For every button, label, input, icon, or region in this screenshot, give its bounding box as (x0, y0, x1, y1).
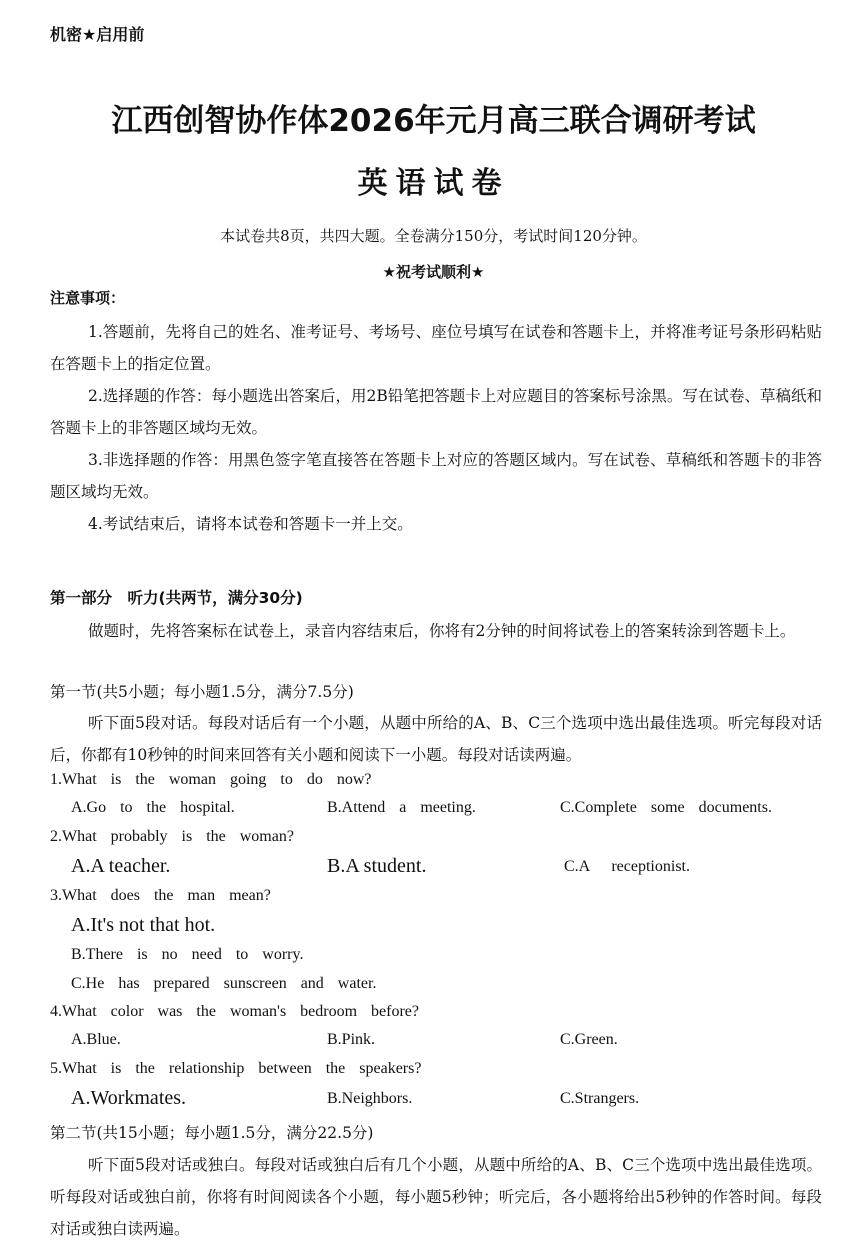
part1-intro: 做题时，先将答案标在试卷上，录音内容结束后，你将有2分钟的时间将试卷上的答案转涂到答题卡上。 (88, 622, 796, 640)
option-c: C.A receptionist. (564, 858, 690, 875)
notice-heading: 注意事项： (50, 289, 126, 307)
section1-intro: 听下面5段对话。每段对话后有一个小题，从题中所给的A、B、C三个选项中选出最佳选项。听完每段对话后，你都有10秒钟的时间来回答有关小题和阅读下一小题。每段对话读两遍。 (50, 714, 822, 764)
question-2: 2.What probably is the woman? (50, 828, 294, 845)
good-luck-line: ★祝考试顺利★ (382, 263, 485, 281)
option-a: A.Workmates. (71, 1087, 187, 1109)
section2-intro: 听下面5段对话或独白。每段对话或独白后有几个小题，从题中所给的A、B、C三个选项中选出最佳选项。听每段对话或独白前，你将有时间阅读各个小题，每小题5秒钟；听完后，各小题将给出5秒钟的作答时间。每段对话或独白读两遍。 (50, 1156, 822, 1238)
notice-item: 2.选择题的作答：每小题选出答案后，用2B铅笔把答题卡上对应题目的答案标号涂黑。写在试卷、草稿纸和答题卡上的非答题区域均无效。 (50, 387, 822, 437)
option-a: A.Go to the hospital. (71, 799, 235, 816)
option-b: B.There is no need to worry. (71, 946, 304, 963)
question-5: 5.What is the relationship between the speakers? (50, 1060, 422, 1077)
option-b: B.Neighbors. (327, 1090, 413, 1107)
subject-title: 英语试卷 (357, 166, 510, 201)
option-c: C.Green. (560, 1031, 618, 1048)
confidential-label: 机密★启用前 (50, 25, 145, 44)
option-c: C.Strangers. (560, 1090, 640, 1107)
option-b: B.Pink. (327, 1031, 376, 1048)
option-c: C.Complete some documents. (560, 799, 772, 816)
option-a: A.It's not that hot. (71, 914, 216, 936)
option-a: A.Blue. (71, 1031, 121, 1048)
question-1: 1.What is the woman going to do now? (50, 771, 372, 788)
notice-item: 3.非选择题的作答：用黑色签字笔直接答在答题卡上对应的答题区域内。写在试卷、草稿纸和答题卡的非答题区域均无效。 (50, 451, 822, 501)
question-4: 4.What color was the woman's bedroom before? (50, 1003, 419, 1020)
part1-heading: 第一部分 听力(共两节，满分30分) (50, 589, 303, 607)
section1-heading: 第一节(共5小题；每小题1.5分，满分7.5分) (50, 683, 354, 701)
option-b: B.A student. (327, 855, 427, 877)
option-a: A.A teacher. (71, 855, 171, 877)
question-3: 3.What does the man mean? (50, 887, 271, 904)
exam-info: 本试卷共8页，共四大题。全卷满分150分，考试时间120分钟。 (220, 227, 647, 245)
exam-title: 江西创智协作体2026年元月高三联合调研考试 (111, 103, 756, 139)
option-b: B.Attend a meeting. (327, 799, 476, 816)
notice-item: 1.答题前，先将自己的姓名、准考证号、考场号、座位号填写在试卷和答题卡上，并将准考证号条形码粘贴在答题卡上的指定位置。 (50, 323, 822, 373)
section2-heading: 第二节(共15小题；每小题1.5分，满分22.5分) (50, 1124, 374, 1142)
notice-item: 4.考试结束后，请将本试卷和答题卡一并上交。 (88, 515, 413, 533)
option-c: C.He has prepared sunscreen and water. (71, 975, 377, 992)
